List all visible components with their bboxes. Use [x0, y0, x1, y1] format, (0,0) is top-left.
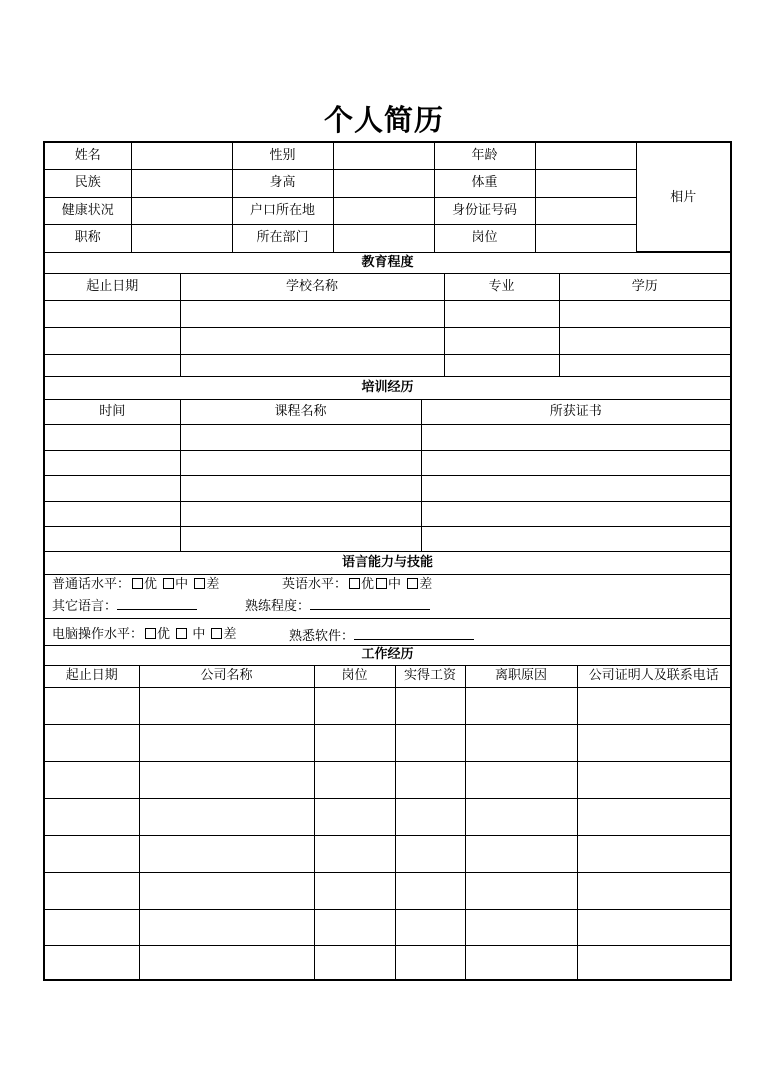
department-label: 所在部门	[232, 225, 333, 252]
table-cell[interactable]	[577, 724, 730, 761]
table-cell[interactable]	[314, 761, 395, 798]
table-row	[45, 354, 730, 377]
checkbox[interactable]	[145, 628, 156, 639]
table-cell[interactable]	[139, 945, 314, 980]
software-label: 熟悉软件：	[289, 629, 355, 644]
ethnicity-label: 民族	[45, 170, 131, 198]
weight-field[interactable]	[535, 170, 636, 198]
title-label: 职称	[45, 225, 131, 252]
training-table	[45, 377, 730, 552]
table-cell[interactable]	[465, 724, 577, 761]
title-field[interactable]	[131, 225, 232, 252]
column-header: 起止日期	[45, 665, 139, 687]
basic-info-section	[45, 143, 730, 253]
table-row	[45, 143, 730, 170]
table-row	[45, 197, 730, 225]
height-label: 身高	[232, 170, 333, 198]
column-header: 公司名称	[139, 665, 314, 687]
table-row	[45, 327, 730, 354]
table-cell[interactable]	[314, 687, 395, 724]
option-label: 优	[361, 577, 375, 592]
training-title: 培训经历	[45, 377, 730, 399]
proficiency-row	[245, 597, 430, 615]
table-cell[interactable]	[45, 526, 180, 552]
residence-field[interactable]	[333, 197, 434, 225]
table-cell[interactable]	[421, 526, 730, 552]
table-cell[interactable]	[180, 501, 421, 526]
checkbox[interactable]	[176, 628, 187, 639]
table-cell[interactable]	[395, 872, 465, 909]
age-label: 年龄	[434, 143, 535, 170]
table-cell[interactable]	[395, 835, 465, 872]
table-cell[interactable]	[559, 354, 730, 377]
divider	[45, 618, 730, 619]
computer-row	[52, 627, 236, 643]
checkbox[interactable]	[163, 578, 174, 589]
table-cell[interactable]	[559, 300, 730, 327]
table-row	[45, 501, 730, 526]
english-label: 英语水平：	[282, 577, 348, 592]
education-table	[45, 253, 730, 377]
table-cell[interactable]	[465, 798, 577, 835]
column-header: 学校名称	[180, 273, 444, 300]
table-cell[interactable]	[395, 798, 465, 835]
column-header: 公司证明人及联系电话	[577, 665, 730, 687]
option-label: 差	[419, 577, 433, 592]
position-label: 岗位	[434, 225, 535, 252]
table-row	[45, 798, 730, 835]
option-label: 优	[157, 627, 171, 642]
basic-info-table	[45, 143, 730, 252]
table-cell[interactable]	[139, 724, 314, 761]
column-header: 专业	[444, 273, 559, 300]
education-section	[45, 253, 730, 377]
divider	[45, 574, 730, 575]
work-title: 工作经历	[45, 646, 730, 665]
table-cell[interactable]	[139, 798, 314, 835]
id-number-field[interactable]	[535, 197, 636, 225]
column-header: 起止日期	[45, 273, 180, 300]
table-cell[interactable]	[465, 687, 577, 724]
mandarin-row	[52, 577, 219, 593]
table-cell[interactable]	[577, 761, 730, 798]
checkbox[interactable]	[349, 578, 360, 589]
table-cell[interactable]	[314, 909, 395, 945]
column-header: 离职原因	[465, 665, 577, 687]
other-language-input[interactable]	[117, 597, 197, 610]
mandarin-label: 普通话水平：	[52, 577, 131, 592]
checkbox[interactable]	[407, 578, 418, 589]
table-cell[interactable]	[577, 909, 730, 945]
table-cell[interactable]	[139, 687, 314, 724]
english-row	[282, 577, 432, 593]
table-row	[45, 687, 730, 724]
table-cell[interactable]	[314, 835, 395, 872]
table-cell[interactable]	[45, 724, 139, 761]
table-cell[interactable]	[465, 909, 577, 945]
table-cell[interactable]	[180, 450, 421, 475]
table-cell[interactable]	[45, 327, 180, 354]
table-cell[interactable]	[395, 724, 465, 761]
table-row	[45, 761, 730, 798]
checkbox[interactable]	[211, 628, 222, 639]
proficiency-label: 熟练程度：	[245, 599, 311, 614]
health-field[interactable]	[131, 197, 232, 225]
position-field[interactable]	[535, 225, 636, 252]
proficiency-input[interactable]	[310, 597, 430, 610]
table-cell[interactable]	[577, 835, 730, 872]
checkbox[interactable]	[132, 578, 143, 589]
department-field[interactable]	[333, 225, 434, 252]
table-cell[interactable]	[395, 909, 465, 945]
gender-label: 性别	[232, 143, 333, 170]
table-cell[interactable]	[421, 475, 730, 501]
column-header: 所获证书	[421, 399, 730, 424]
height-field[interactable]	[333, 170, 434, 198]
software-row	[289, 627, 474, 645]
table-row	[45, 475, 730, 501]
table-cell[interactable]	[395, 687, 465, 724]
option-label: 中	[388, 577, 402, 592]
table-cell[interactable]	[45, 835, 139, 872]
table-cell[interactable]	[421, 501, 730, 526]
name-label: 姓名	[45, 143, 131, 170]
other-language-label: 其它语言：	[52, 599, 118, 614]
table-cell[interactable]	[314, 945, 395, 980]
table-row	[45, 170, 730, 198]
ethnicity-field[interactable]	[131, 170, 232, 198]
table-header-row	[45, 665, 730, 687]
table-cell[interactable]	[559, 327, 730, 354]
option-label: 中	[192, 627, 206, 642]
work-section	[45, 646, 730, 979]
column-header: 实得工资	[395, 665, 465, 687]
option-label: 中	[175, 577, 189, 592]
age-field[interactable]	[535, 143, 636, 170]
table-cell[interactable]	[45, 687, 139, 724]
table-cell[interactable]	[45, 945, 139, 980]
table-row	[45, 424, 730, 450]
skills-section	[45, 552, 730, 646]
skills-title: 语言能力与技能	[341, 555, 433, 570]
table-cell[interactable]	[45, 424, 180, 450]
table-cell[interactable]	[314, 798, 395, 835]
table-cell[interactable]	[577, 945, 730, 980]
table-cell[interactable]	[45, 798, 139, 835]
table-cell[interactable]	[180, 354, 444, 377]
table-cell[interactable]	[444, 327, 559, 354]
table-cell[interactable]	[45, 501, 180, 526]
other-language-row	[52, 597, 197, 615]
column-header: 岗位	[314, 665, 395, 687]
name-field[interactable]	[131, 143, 232, 170]
table-cell[interactable]	[139, 835, 314, 872]
checkbox[interactable]	[376, 578, 387, 589]
option-label: 优	[144, 577, 158, 592]
checkbox[interactable]	[194, 578, 205, 589]
training-section	[45, 377, 730, 552]
table-cell[interactable]	[314, 872, 395, 909]
table-cell[interactable]	[180, 327, 444, 354]
table-row	[45, 300, 730, 327]
work-table	[45, 646, 730, 980]
column-header: 课程名称	[180, 399, 421, 424]
table-cell[interactable]	[45, 872, 139, 909]
residence-label: 户口所在地	[232, 197, 333, 225]
health-label: 健康状况	[45, 197, 131, 225]
section-header-row	[45, 646, 730, 665]
software-input[interactable]	[354, 627, 474, 640]
table-cell[interactable]	[444, 354, 559, 377]
table-cell[interactable]	[395, 761, 465, 798]
table-cell[interactable]	[45, 761, 139, 798]
option-label: 差	[206, 577, 220, 592]
table-cell[interactable]	[45, 300, 180, 327]
table-row	[45, 225, 730, 252]
option-label: 差	[223, 627, 237, 642]
table-cell[interactable]	[395, 945, 465, 980]
table-cell[interactable]	[577, 798, 730, 835]
table-cell[interactable]	[180, 424, 421, 450]
table-cell[interactable]	[444, 300, 559, 327]
table-cell[interactable]	[465, 872, 577, 909]
section-header-row	[45, 377, 730, 399]
table-header-row	[45, 273, 730, 300]
column-header: 时间	[45, 399, 180, 424]
table-cell[interactable]	[45, 909, 139, 945]
gender-field[interactable]	[333, 143, 434, 170]
table-cell[interactable]	[180, 300, 444, 327]
table-cell[interactable]	[577, 687, 730, 724]
education-title: 教育程度	[45, 253, 730, 273]
section-header-row	[45, 253, 730, 273]
table-cell[interactable]	[45, 450, 180, 475]
table-cell[interactable]	[314, 724, 395, 761]
table-row	[45, 526, 730, 552]
table-cell[interactable]	[421, 450, 730, 475]
weight-label: 体重	[434, 170, 535, 198]
table-cell[interactable]	[45, 475, 180, 501]
table-cell[interactable]	[421, 424, 730, 450]
photo-cell[interactable]: 相片	[636, 143, 730, 252]
id-number-label: 身份证号码	[434, 197, 535, 225]
table-header-row	[45, 399, 730, 424]
page-title: 个人简历	[323, 103, 444, 137]
table-row	[45, 724, 730, 761]
column-header: 学历	[559, 273, 730, 300]
table-cell[interactable]	[465, 835, 577, 872]
table-cell[interactable]	[45, 354, 180, 377]
table-row	[45, 945, 730, 980]
computer-label: 电脑操作水平：	[52, 627, 144, 642]
table-cell[interactable]	[180, 526, 421, 552]
table-row	[45, 835, 730, 872]
table-cell[interactable]	[465, 945, 577, 980]
table-row	[45, 909, 730, 945]
table-cell[interactable]	[139, 761, 314, 798]
table-row	[45, 450, 730, 475]
table-cell[interactable]	[465, 761, 577, 798]
table-cell[interactable]	[180, 475, 421, 501]
table-cell[interactable]	[577, 872, 730, 909]
table-row	[45, 872, 730, 909]
resume-form	[43, 141, 732, 981]
table-cell[interactable]	[139, 872, 314, 909]
table-cell[interactable]	[139, 909, 314, 945]
